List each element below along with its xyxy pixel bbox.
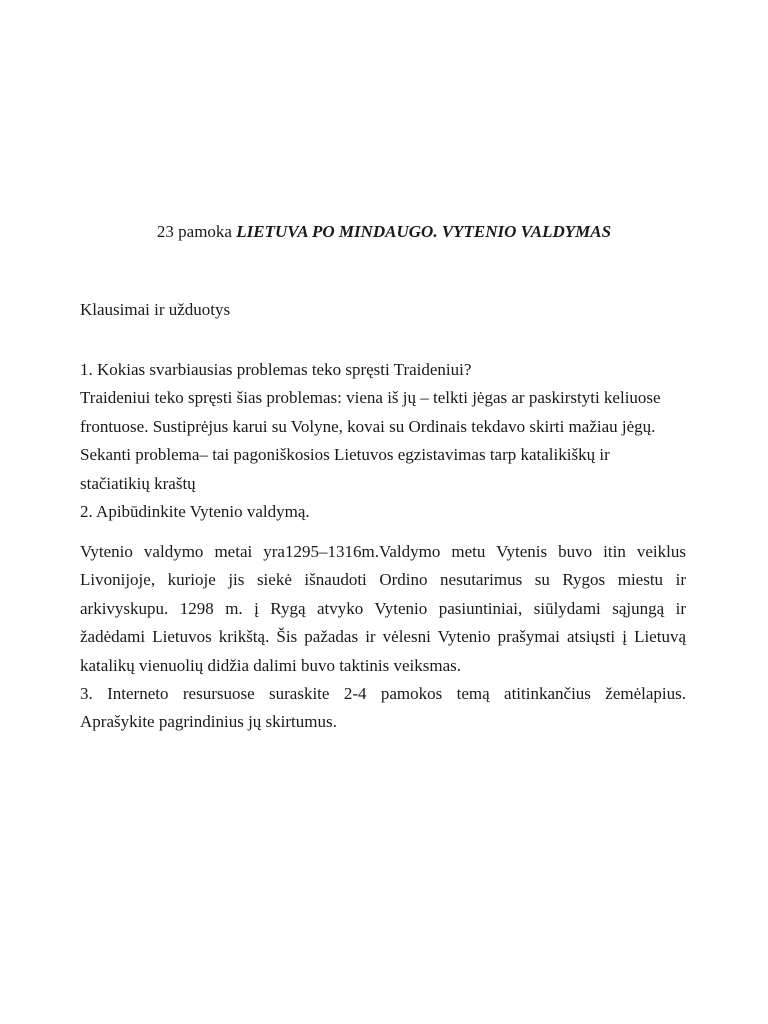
- section-heading: Klausimai ir užduotys: [80, 300, 231, 319]
- text-block-vytenis: [80, 538, 686, 737]
- title-main: LIETUVA PO MINDAUGO. VYTENIO VALDYMAS: [236, 222, 612, 241]
- title-prefix: 23 pamoka: [156, 222, 232, 241]
- answer-2-line-2: Livonijoje, kurioje jis siekė išnaudoti Ordino nesutarimus su Rygos miestu ir: [80, 570, 686, 590]
- answer-2-line-1: Vytenio valdymo metai yra1295–1316m.Valdymo metu Vytenis buvo itin veiklus: [80, 542, 686, 561]
- answer-2-line-5: katalikų vienuolių didžia dalimi buvo taktinis veiksmas.: [80, 655, 462, 675]
- answer-1-line-4: stačiatikių kraštų: [80, 473, 196, 493]
- question-3-line-1: 3. Interneto resursuose suraskite 2-4 pamokos temą atitinkančius žemėlapius.: [80, 684, 686, 704]
- question-1: 1. Kokias svarbiausias problemas teko spręsti Traideniui?: [80, 360, 472, 379]
- question-3-line-2: Aprašykite pagrindinius jų skirtumus.: [80, 712, 337, 732]
- text-block-traidenis: [80, 356, 686, 526]
- answer-1-line-1: Traideniui teko spręsti šias problemas: viena iš jų – telkti jėgas ar paskirstyti keliuose: [80, 388, 661, 408]
- answer-2-line-4: žadėdami Lietuvos krikštą. Šis pažadas ir vėlesni Vytenio prašymai atsiųsti į Lietuvą: [80, 627, 686, 647]
- answer-1-line-2: frontuose. Sustiprėjus karui su Volyne, kovai su Ordinais tekdavo skirti mažiau jėgų.: [80, 416, 656, 436]
- question-2: 2. Apibūdinkite Vytenio valdymą.: [80, 502, 310, 522]
- answer-1-line-3: Sekanti problema– tai pagoniškosios Lietuvos egzistavimas tarp katalikiškų ir: [80, 445, 610, 465]
- answer-2-line-3: arkivyskupu. 1298 m. į Rygą atvyko Vytenio pasiuntiniai, siūlydami sąjungą ir: [80, 598, 686, 618]
- page-title: [0, 220, 768, 244]
